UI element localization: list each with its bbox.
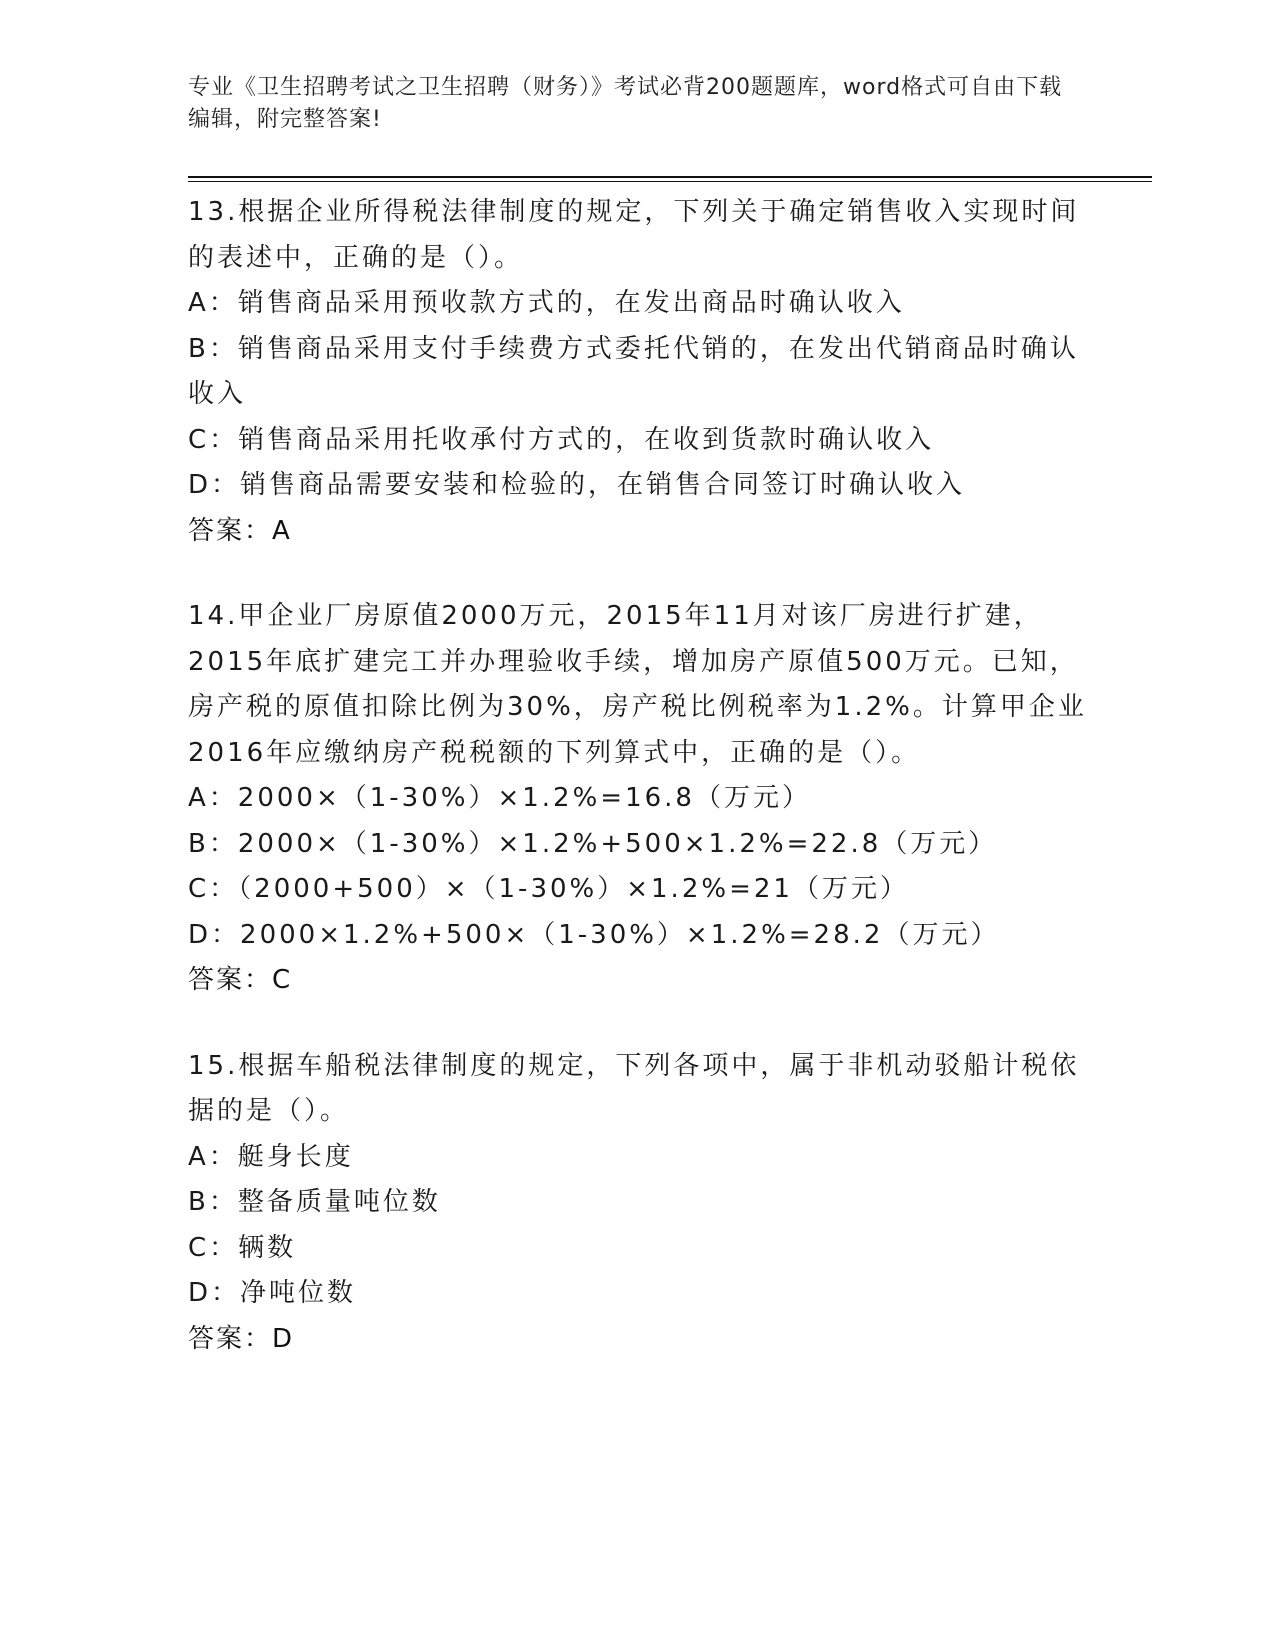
option-d: D：2000×1.2%+500×（1-30%）×1.2%=28.2（万元）: [188, 919, 1000, 950]
option-b: B：销售商品采用支付手续费方式委托代销的，在发出代销商品时确认收入: [188, 333, 1079, 409]
question-stem: 13.根据企业所得税法律制度的规定，下列关于确定销售收入实现时间的表述中，正确的是（）。: [188, 197, 1080, 273]
option-b: B：2000×（1-30%）×1.2%+500×1.2%=22.8（万元）: [188, 828, 998, 859]
option-d: D：销售商品需要安装和检验的，在销售合同签订时确认收入: [188, 470, 966, 500]
option-a: A：艇身长度: [188, 1141, 354, 1172]
answer-line: 答案：A: [188, 515, 292, 546]
page-header: 专业《卫生招聘考试之卫生招聘（财务）》考试必背200题题库，word格式可自由下载编辑，附完整答案!: [188, 75, 1063, 132]
question-list: [188, 190, 1088, 1402]
question-stem: 15.根据车船税法律制度的规定，下列各项中，属于非机动驳船计税依据的是（）。: [188, 1050, 1080, 1126]
option-c: C：辆数: [188, 1232, 297, 1263]
question-stem: 14.甲企业厂房原值2000万元，2015年11月对该厂房进行扩建，2015年底扩建完工并办理验收手续，增加房产原值500万元。已知，房产税的原值扣除比例为30%，房产税比例税率为1.2%。计算甲企业2016年应缴纳房产税税额的下列算式中，正确的是（）。: [188, 601, 1087, 768]
option-b: B：整备质量吨位数: [188, 1187, 441, 1217]
header-divider-thin: [188, 181, 1152, 182]
option-c: C：销售商品采用托收承付方式的，在收到货款时确认收入: [188, 424, 935, 455]
answer-line: 答案：D: [188, 1323, 295, 1354]
header-divider-thick: [188, 176, 1152, 178]
option-c: C：（2000+500）×（1-30%）×1.2%=21（万元）: [188, 874, 909, 904]
question-14: [188, 594, 1088, 1004]
option-a: A：销售商品采用预收款方式的，在发出商品时确认收入: [188, 288, 905, 318]
question-13: [188, 190, 1088, 554]
option-a: A：2000×（1-30%）×1.2%=16.8（万元）: [188, 783, 811, 813]
option-d: D：净吨位数: [188, 1278, 357, 1308]
question-15: [188, 1044, 1088, 1363]
answer-line: 答案：C: [188, 965, 293, 995]
